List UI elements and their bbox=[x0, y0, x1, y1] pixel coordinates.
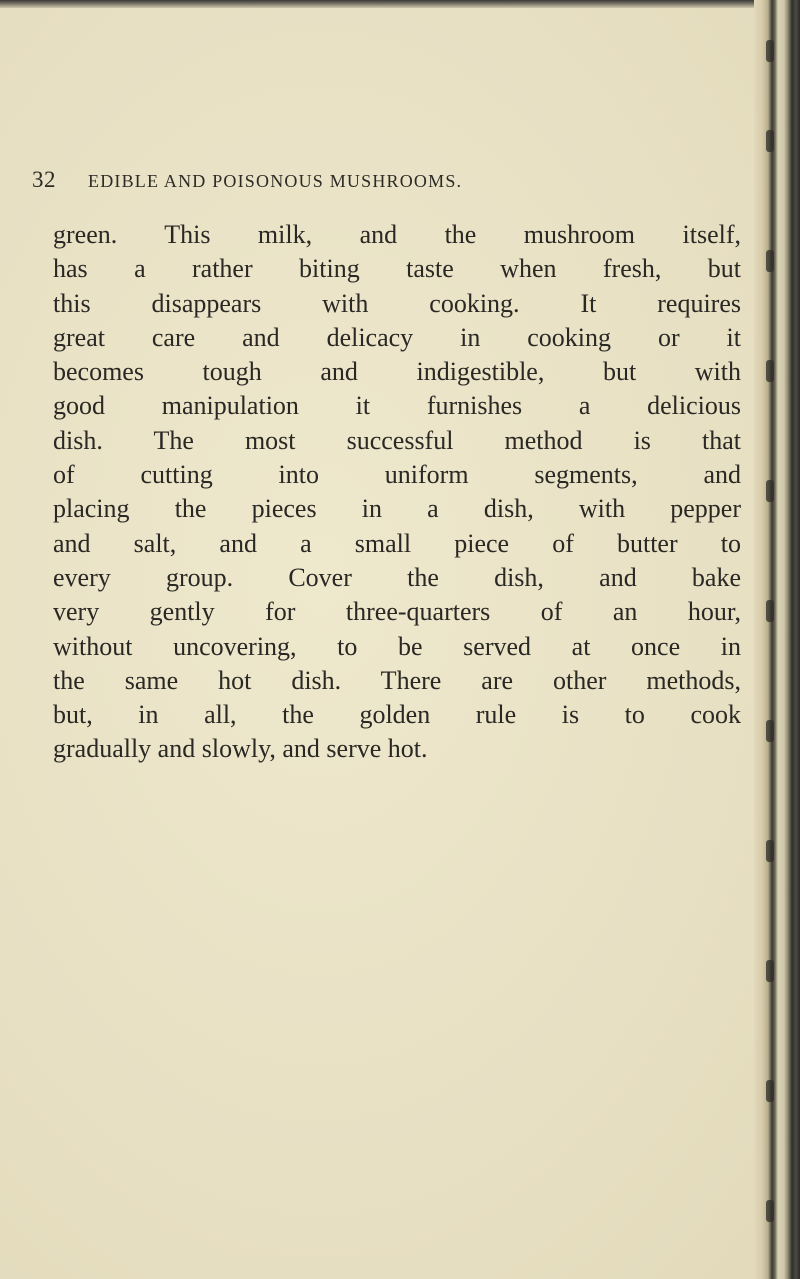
running-head bbox=[32, 167, 732, 193]
text-line: good manipulation it furnishes a delicious bbox=[53, 391, 741, 421]
text-line: great care and delicacy in cooking or it bbox=[53, 322, 741, 352]
page-top-edge bbox=[0, 0, 800, 8]
text-line: becomes tough and indigestible, but with bbox=[53, 357, 741, 387]
text-line: the same hot dish. There are other methods, bbox=[53, 665, 741, 695]
body-paragraph bbox=[53, 218, 741, 767]
text-line: has a rather biting taste when fresh, but bbox=[53, 254, 741, 284]
text-line: dish. The most successful method is that bbox=[53, 425, 741, 455]
text-line: and salt, and a small piece of butter to bbox=[53, 528, 741, 558]
text-line: but, in all, the golden rule is to cook bbox=[53, 700, 741, 730]
text-line: very gently for three-quarters of an hour, bbox=[53, 597, 741, 627]
running-head-title: EDIBLE AND POISONOUS MUSHROOMS. bbox=[88, 171, 463, 191]
text-line: gradually and slowly, and serve hot. bbox=[53, 734, 428, 764]
text-line: without uncovering, to be served at once in bbox=[53, 631, 741, 661]
text-line: every group. Cover the dish, and bake bbox=[53, 562, 741, 592]
text-line: of cutting into uniform segments, and bbox=[53, 460, 741, 490]
text-line: this disappears with cooking. It requires bbox=[53, 288, 741, 318]
page-number: 32 bbox=[32, 167, 56, 192]
text-line: placing the pieces in a dish, with pepper bbox=[53, 494, 741, 524]
book-spine-edge bbox=[754, 0, 800, 1279]
text-line: green. This milk, and the mushroom itself, bbox=[53, 220, 741, 249]
